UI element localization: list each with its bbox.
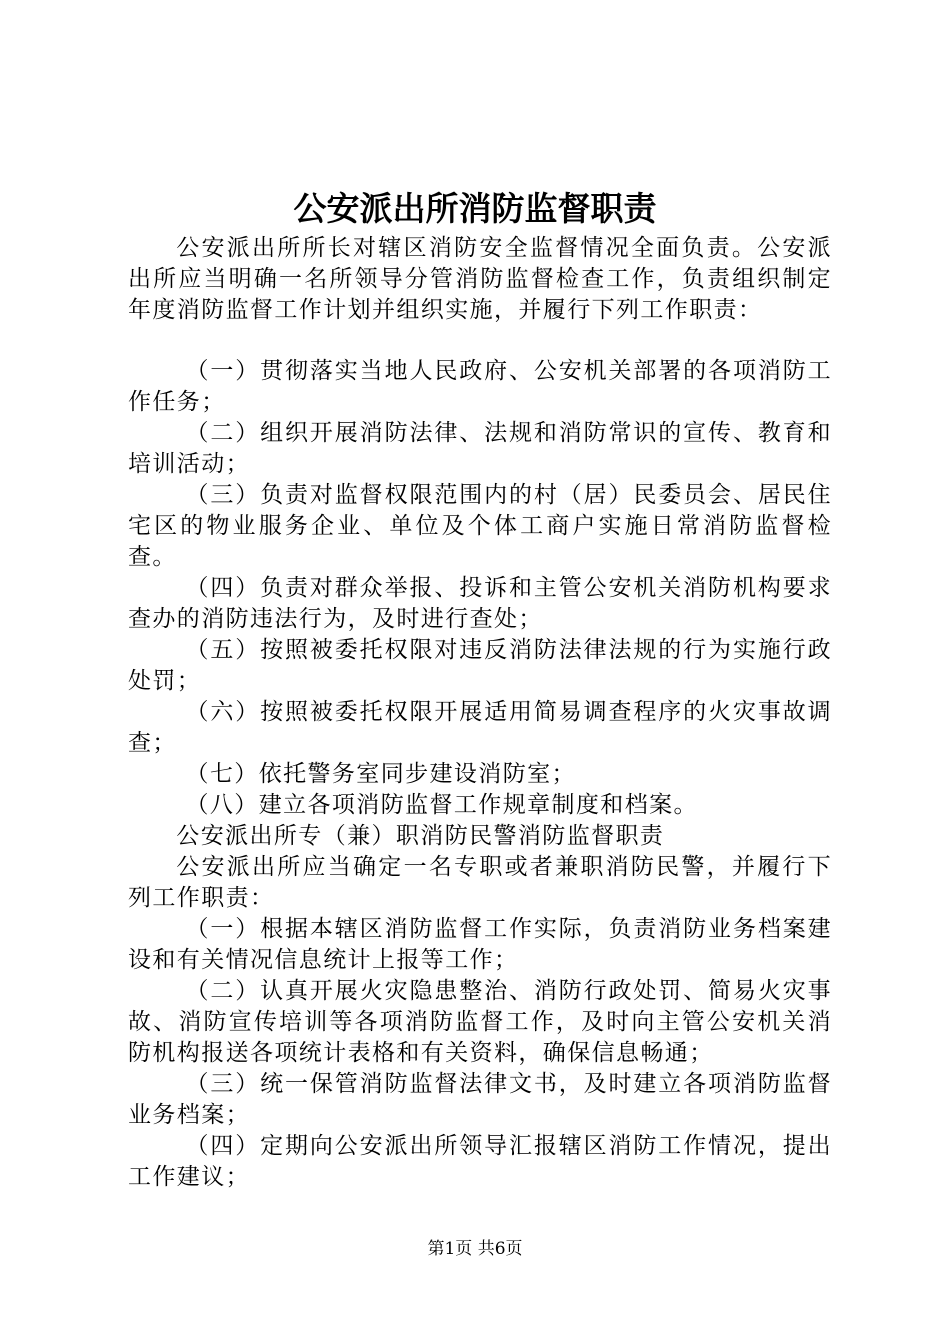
- duty-item-4: （四）负责对群众举报、投诉和主管公安机关消防机构要求查办的消防违法行为，及时进行查处；: [128, 575, 832, 632]
- duty-item-2: （二）组织开展消防法律、法规和消防常识的宣传、教育和培训活动；: [128, 420, 832, 477]
- sub-intro-paragraph: 公安派出所应当确定一名专职或者兼职消防民警，并履行下列工作职责：: [128, 854, 832, 911]
- duty-item-3: （三）负责对监督权限范围内的村（居）民委员会、居民住宅区的物业服务企业、单位及个体工商户实施日常消防监督检查。: [128, 482, 832, 570]
- section-subheading: 公安派出所专（兼）职消防民警消防监督职责: [176, 823, 665, 849]
- document-body: [128, 233, 832, 1193]
- sub-duty-item-3: （三）统一保管消防监督法律文书，及时建立各项消防监督业务档案；: [128, 1071, 832, 1128]
- paragraph-spacer: [128, 326, 832, 356]
- duty-item-8: （八）建立各项消防监督工作规章制度和档案。: [185, 792, 698, 818]
- duty-item-1: （一）贯彻落实当地人民政府、公安机关部署的各项消防工作任务；: [128, 358, 832, 415]
- page-number-footer: 第1页 共6页: [427, 1239, 523, 1259]
- sub-duty-item-4: （四）定期向公安派出所领导汇报辖区消防工作情况，提出工作建议；: [128, 1133, 832, 1190]
- sub-duty-item-2: （二）认真开展火灾隐患整治、消防行政处罚、简易火灾事故、消防宣传培训等各项消防监督工作，及时向主管公安机关消防机构报送各项统计表格和有关资料，确保信息畅通；: [128, 978, 832, 1066]
- duty-item-6: （六）按照被委托权限开展适用简易调查程序的火灾事故调查；: [128, 699, 832, 756]
- sub-duty-item-1: （一）根据本辖区消防监督工作实际，负责消防业务档案建设和有关情况信息统计上报等工作；: [128, 916, 832, 973]
- intro-paragraph: 公安派出所所长对辖区消防安全监督情况全面负责。公安派出所应当明确一名所领导分管消防监督检查工作，负责组织制定年度消防监督工作计划并组织实施，并履行下列工作职责：: [128, 235, 832, 323]
- document-title: 公安派出所消防监督职责: [293, 189, 657, 228]
- duty-item-7: （七）依托警务室同步建设消防室；: [185, 761, 576, 787]
- duty-item-5: （五）按照被委托权限对违反消防法律法规的行为实施行政处罚；: [128, 637, 832, 694]
